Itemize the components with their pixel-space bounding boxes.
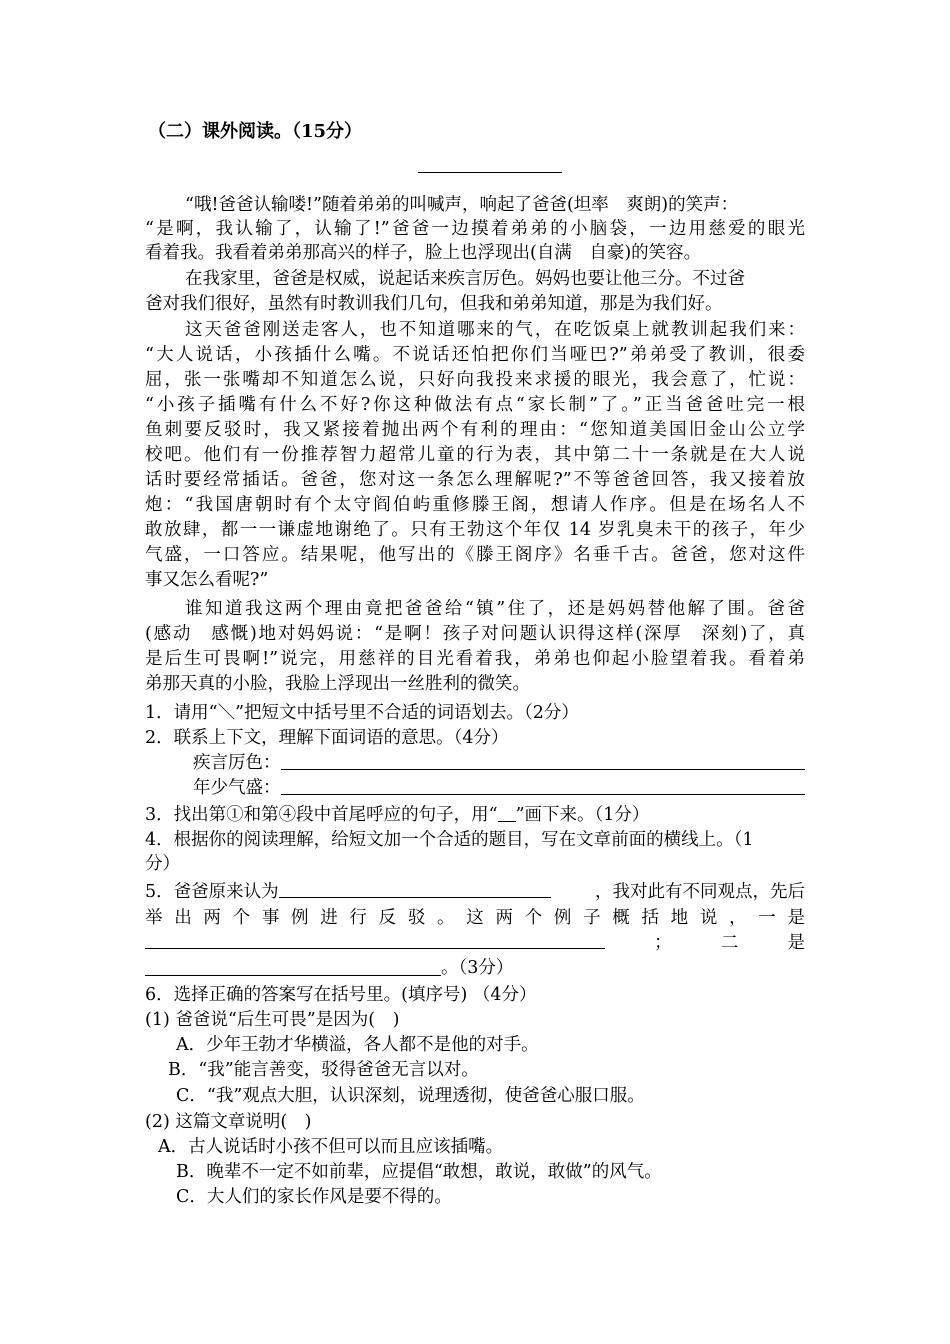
passage-line: 校吧。他们有一份推荐智力超常儿童的行为表，其中第二十一条就是在大人说: [145, 445, 805, 465]
q2-answer-blank-2[interactable]: [281, 775, 806, 795]
passage-line: 炮：“我国唐朝时有个太守阎伯屿重修滕王阁，想请人作序。但是在场名人不: [145, 495, 805, 515]
passage-line: 谁知道我这两个理由竟把爸爸给“镇”住了，还是妈妈替他解了围。爸爸: [185, 599, 805, 619]
q5-text-end: ，我对此有不同观点，先后: [595, 882, 805, 902]
question-5-line-1: [145, 879, 805, 905]
passage-line: 气盛，一口答应。结果呢，他写出的《滕王阁序》名垂千古。爸爸，您对这件: [145, 545, 805, 565]
passage-line: 看着我。我看着弟弟那高兴的样子，脸上也浮现出(自满 自豪)的笑容。: [145, 243, 702, 263]
passage-line: “是啊，我认输了，认输了!”爸爸一边摸着弟弟的小脑袋，一边用慈爱的眼光: [145, 219, 805, 239]
passage-line: 事又怎么看呢?”: [145, 570, 269, 590]
q3-text-end: ”画下来。（1分）: [515, 805, 650, 825]
q2-answer-row-1: [193, 750, 805, 776]
q2-answer-row-2: [193, 775, 805, 801]
passage-line: 弟那天真的小脸，我脸上浮现出一丝胜利的微笑。: [145, 674, 530, 694]
question-5-line-4: [145, 955, 805, 981]
option-1b[interactable]: B．“我”能言善变，驳得爸爸无言以对。: [168, 1060, 479, 1080]
question-3: [145, 802, 805, 828]
q5-score: 。（3分）: [441, 958, 514, 978]
underline-mark: [498, 805, 516, 822]
question-4-line-2: 分）: [145, 854, 180, 874]
q5-blank-example-2[interactable]: [145, 957, 441, 976]
q5-label-two: 二: [720, 933, 739, 953]
question-5-line-3: [145, 930, 805, 956]
question-6-part-2: (2) 这篇文章说明( ): [145, 1112, 312, 1132]
q5-blank-example-1[interactable]: [145, 930, 605, 949]
q5-semicolon: ；: [654, 933, 672, 953]
passage-line: “哦!爸爸认输喽!”随着弟弟的叫喊声，响起了爸爸(坦率 爽朗)的笑声：: [185, 195, 739, 215]
passage-line: “大人说话，小孩插什么嘴。不说话还怕把你们当哑巴?”弟弟受了教训，很委: [145, 345, 805, 365]
q2-term-1: 疾言厉色：: [193, 753, 281, 773]
section-heading: （二）课外阅读。（15分）: [148, 121, 363, 142]
q3-text-start: 3．找出第①和第④段中首尾呼应的句子，用“: [145, 805, 498, 825]
passage-line: “小孩子插嘴有什么不好?你这种做法有点“家长制”了。”正当爸爸吐完一根: [145, 395, 805, 415]
passage-line: 敢放肆，都一一谦虚地谢绝了。只有王勃这个年仅 14 岁乳臭未干的孩子，年少: [145, 520, 805, 540]
option-2a[interactable]: A．古人说话时小孩不但可以而且应该插嘴。: [158, 1137, 504, 1157]
passage-line: 在我家里，爸爸是权威，说起话来疾言厉色。妈妈也要让他三分。不过爸: [185, 269, 745, 289]
option-1c[interactable]: C．“我”观点大胆，认识深刻，说理透彻，使爸爸心服口服。: [176, 1086, 645, 1106]
q2-term-2: 年少气盛：: [193, 778, 281, 798]
passage-line: 爸对我们很好，虽然有时教训我们几句，但我和弟弟知道，那是为我们好。: [145, 294, 723, 314]
question-4-line-1: 4．根据你的阅读理解，给短文加一个合适的题目，写在文章前面的横线上。（1: [145, 830, 754, 850]
passage-line: 屈，张一张嘴却不知道怎么说，只好向我投来求援的眼光，我会意了，忙说：: [145, 370, 805, 390]
q2-answer-blank-1[interactable]: [281, 750, 806, 770]
q5-text-start: 5．爸爸原来认为: [145, 882, 279, 902]
question-6-part-1: (1) 爸爸说“后生可畏”是因为( ): [145, 1010, 400, 1030]
question-5-line-2: 举出两个事例进行反驳。这两个例子概括地说，一是: [145, 908, 805, 928]
title-blank-line: [418, 172, 562, 173]
q5-blank-belief[interactable]: [279, 879, 551, 898]
passage-line: (感动 感慨)地对妈妈说：“是啊！孩子对问题认识得这样(深厚 深刻)了，真: [145, 624, 805, 644]
question-1: 1．请用“＼”把短文中括号里不合适的词语划去。（2分）: [145, 703, 579, 723]
passage-line: 话时要经常插话。爸爸，您对这一条怎么理解呢?”不等爸爸回答，我又接着放: [145, 470, 805, 490]
question-6: 6．选择正确的答案写在括号里。(填序号) （4分）: [145, 985, 537, 1005]
question-2: 2．联系上下文，理解下面词语的意思。（4分）: [145, 728, 509, 748]
option-2b[interactable]: B．晚辈不一定不如前辈，应提倡“敢想，敢说，敢做”的风气。: [176, 1162, 662, 1182]
option-2c[interactable]: C．大人们的家长作风是要不得的。: [176, 1187, 452, 1207]
passage-line: 鱼刺要反驳时，我又紧接着抛出两个有利的理由：“您知道美国旧金山公立学: [145, 420, 805, 440]
passage-line: 是后生可畏啊!”说完，用慈祥的目光看着我，弟弟也仰起小脸望着我。看着弟: [145, 649, 805, 669]
q5-label-is: 是: [787, 933, 805, 953]
option-1a[interactable]: A．少年王勃才华横溢，各人都不是他的对手。: [176, 1035, 539, 1055]
passage-line: 这天爸爸刚送走客人，也不知道哪来的气，在吃饭桌上就教训起我们来：: [185, 320, 805, 340]
